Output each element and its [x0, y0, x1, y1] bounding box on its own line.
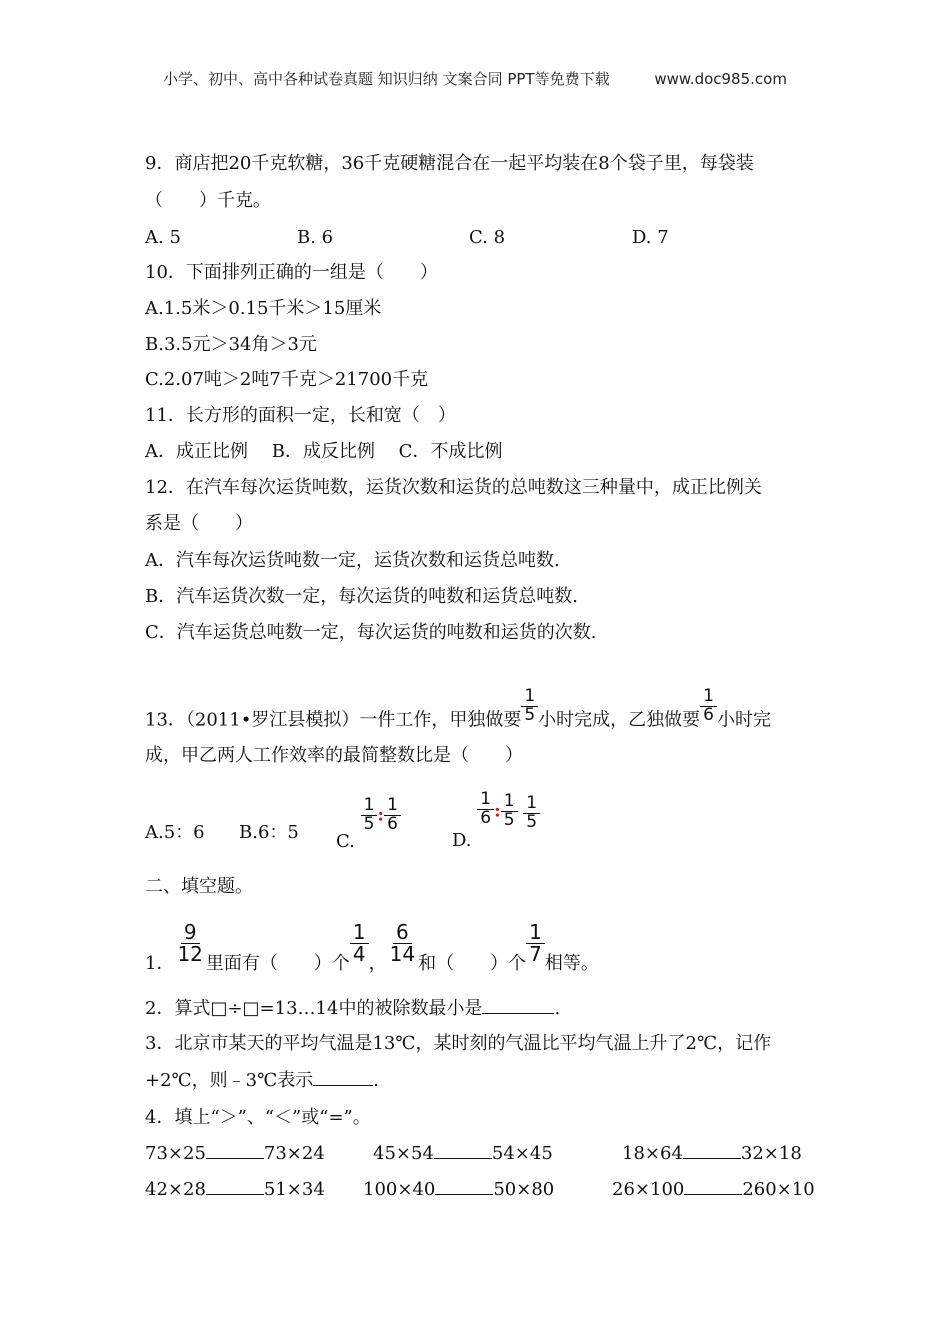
fraction-numerator: 1 [350, 922, 369, 944]
fill-3-line1: 3．北京市某天的平均气温是13℃，某时刻的气温比平均气温上升了2℃，记作 [145, 1033, 772, 1054]
fill-3-text: +2℃，则﹣3℃表示 [145, 1070, 314, 1091]
q12-line2: 系是（ ） [145, 513, 253, 534]
section-2-title: 二、填空题。 [145, 876, 253, 897]
q13-option-d-label: D. [452, 830, 472, 852]
q13-fraction-1 [521, 688, 538, 725]
compare-item [145, 1181, 325, 1199]
fraction-numerator: 1 [521, 688, 538, 707]
compare-left: 18×64 [622, 1143, 683, 1164]
fraction-denominator: 6 [387, 813, 398, 834]
q12-option-b: B．汽车运货次数一定，每次运货的吨数和运货总吨数. [145, 586, 578, 607]
q13-option-d [452, 789, 540, 852]
q9-line1: 9．商店把20千克软糖，36千克硬糖混合在一起平均装在8个袋子里，每袋装 [145, 153, 754, 174]
compare-left: 45×54 [373, 1143, 434, 1164]
fill-1 [145, 920, 599, 974]
q13-line2: 成，甲乙两人工作效率的最简整数比是（ ） [145, 745, 523, 766]
fraction-denominator: 6 [480, 807, 492, 828]
fraction-denominator: 5 [524, 704, 536, 725]
compare-right: 54×45 [491, 1143, 553, 1164]
compare-left: 73×25 [145, 1143, 206, 1164]
fraction-denominator: 7 [529, 942, 542, 966]
q13-option-a: A.5：6 [145, 822, 205, 843]
fill-1-fraction-b [350, 922, 369, 965]
q13-part2: 小时完成，乙独做要 [538, 709, 701, 731]
fill-2-answer-blank[interactable] [482, 1012, 554, 1014]
compare-item [145, 1145, 325, 1163]
compare-right: 32×18 [740, 1143, 802, 1164]
q9-line2: （ ）千克。 [145, 190, 271, 211]
fraction-numerator: 1 [526, 922, 545, 944]
q11-options: A．成正比例 B．成反比例 C．不成比例 [145, 441, 503, 462]
fill-3-end: . [373, 1070, 379, 1091]
q13-option-c-label: C. [336, 831, 355, 853]
compare-blank[interactable] [683, 1157, 741, 1159]
fraction-numerator: 1 [361, 797, 378, 816]
fill-2-text: 2．算式□÷□=13…14中的被除数最小是 [145, 998, 483, 1019]
compare-item [363, 1181, 554, 1199]
fill-1-text-3: 和（ ）个 [418, 952, 527, 974]
q9-option-c: C. 8 [469, 227, 506, 248]
fill-1-text-4: 相等。 [544, 952, 599, 974]
compare-item [622, 1145, 802, 1163]
header-text: 小学、初中、高中各种试卷真题 知识归纳 文案合同 PPT等免费下载 [163, 70, 610, 88]
fraction-numerator: 9 [181, 922, 200, 944]
q13-option-c [336, 795, 401, 853]
compare-item [373, 1145, 553, 1163]
fraction-denominator: 4 [352, 942, 366, 966]
fill-1-fraction-a [174, 922, 205, 965]
fraction-denominator: 6 [703, 704, 714, 725]
q13-line1 [145, 686, 771, 739]
compare-right: 73×24 [263, 1143, 325, 1164]
fraction-denominator: 5 [503, 809, 515, 830]
q10-option-b: B.3.5元＞34角＞3元 [145, 334, 317, 355]
compare-left: 100×40 [363, 1179, 436, 1200]
q13-fraction-2 [700, 688, 717, 725]
q13-option-d-fraction-2 [501, 793, 518, 830]
compare-item [612, 1181, 815, 1199]
fraction-denominator: 12 [177, 942, 203, 966]
compare-left: 42×28 [145, 1179, 206, 1200]
compare-blank[interactable] [435, 1193, 493, 1195]
compare-left: 26×100 [612, 1179, 685, 1200]
compare-right: 260×10 [742, 1179, 815, 1200]
q13-option-c-ratio-sign: : [377, 804, 385, 826]
q13-option-d-fraction-1 [477, 791, 494, 828]
fill-4-stem: 4．填上“＞”、“＜”或“=”。 [145, 1107, 371, 1128]
q10-option-c: C.2.07吨＞2吨7千克＞21700千克 [145, 369, 429, 390]
q9-option-b: B. 6 [297, 227, 334, 248]
fill-1-fraction-d [526, 922, 545, 965]
fraction-denominator: 5 [363, 813, 375, 834]
q12-line1: 12．在汽车每次运货吨数，运货次数和运货的总吨数这三种量中，成正比例关 [145, 477, 762, 498]
q10-option-a: A.1.5米＞0.15千米＞15厘米 [145, 298, 382, 319]
q12-option-c: C．汽车运货总吨数一定，每次运货的吨数和运货的次数. [145, 622, 597, 643]
header-site: www.doc985.com [654, 70, 787, 88]
compare-blank[interactable] [434, 1157, 492, 1159]
q13-option-d-ratio-sign: : [494, 800, 501, 822]
fraction-numerator: 1 [501, 793, 518, 812]
page-header [0, 68, 950, 89]
compare-blank[interactable] [206, 1157, 264, 1159]
fill-2 [145, 1000, 560, 1018]
q13-option-d-fraction-3 [523, 795, 540, 832]
compare-blank[interactable] [206, 1193, 264, 1195]
q11-stem: 11．长方形的面积一定，长和宽（ ） [145, 405, 456, 426]
q9-option-a: A. 5 [145, 227, 181, 248]
fill-2-end: . [554, 998, 561, 1019]
fraction-numerator: 1 [477, 791, 494, 810]
q13-part1: 13．（2011•罗江县模拟）一件工作，甲独做要 [145, 709, 522, 731]
q13-part3: 小时完 [717, 709, 771, 731]
q12-option-a: A．汽车每次运货吨数一定，运货次数和运货总吨数. [145, 550, 560, 571]
fill-3-answer-blank[interactable] [313, 1084, 373, 1086]
fraction-numerator: 1 [384, 797, 401, 816]
fill-3-line2 [145, 1072, 379, 1090]
q10-stem: 10．下面排列正确的一组是（ ） [145, 262, 438, 283]
fill-1-fraction-c [387, 922, 418, 965]
fill-1-prefix: 1． [145, 952, 175, 974]
compare-blank[interactable] [684, 1193, 742, 1195]
fraction-numerator: 1 [523, 795, 540, 814]
q13-option-b: B.6：5 [239, 822, 299, 843]
fraction-numerator: 1 [700, 688, 717, 707]
fill-1-text-1: 里面有（ ）个 [205, 952, 350, 974]
fraction-denominator: 5 [526, 811, 538, 832]
q13-option-c-fraction-2 [384, 797, 401, 834]
q13-option-c-fraction-1 [361, 797, 378, 834]
compare-right: 50×80 [493, 1179, 555, 1200]
fraction-numerator: 6 [393, 922, 412, 944]
fill-1-text-2: ， [368, 952, 387, 974]
q9-option-d: D. 7 [632, 227, 669, 248]
fraction-denominator: 14 [389, 942, 416, 966]
compare-right: 51×34 [263, 1179, 325, 1200]
